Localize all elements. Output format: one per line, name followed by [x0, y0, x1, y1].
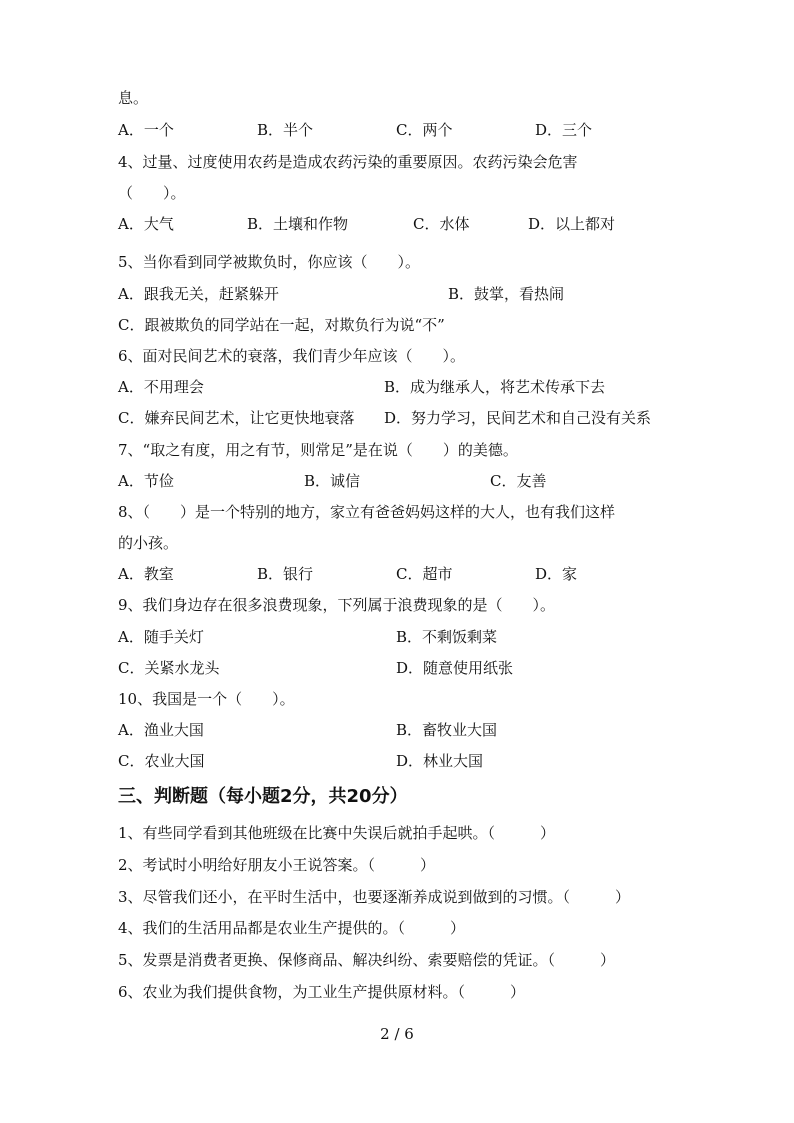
judgment-item-4: 4、我们的生活用品都是农业生产提供的。（ ） [118, 919, 466, 937]
question-8-stem-continuation: 的小孩。 [118, 534, 179, 552]
option-d: D．家 [535, 565, 578, 583]
option-b: B．不剩饭剩菜 [396, 628, 498, 646]
option-a: A．大气 [118, 215, 174, 233]
option-c: C．嫌弃民间艺术，让它更快地衰落 [118, 409, 355, 427]
option-c: C．农业大国 [118, 752, 205, 770]
judgment-item-2: 2、考试时小明给好朋友小王说答案。（ ） [118, 856, 436, 874]
option-d: D．努力学习，民间艺术和自己没有关系 [384, 409, 652, 427]
option-b: B．半个 [257, 121, 314, 139]
option-d: D．随意使用纸张 [396, 659, 514, 677]
judgment-item-3: 3、尽管我们还小，在平时生活中，也要逐渐养成说到做到的习惯。（ ） [118, 888, 631, 906]
option-c: C．超市 [396, 565, 453, 583]
question-7-stem: 7、“取之有度，用之有节，则常足”是在说（ ）的美德。 [118, 441, 518, 459]
option-c: C．水体 [413, 215, 470, 233]
option-b: B．成为继承人，将艺术传承下去 [384, 378, 606, 396]
option-a: A．不用理会 [118, 378, 204, 396]
option-c: C．关紧水龙头 [118, 659, 220, 677]
question-5-stem: 5、当你看到同学被欺负时，你应该（ ）。 [118, 253, 421, 271]
question-3-stem-continuation: 息。 [118, 89, 149, 107]
option-c: C．两个 [396, 121, 453, 139]
option-a: A．随手关灯 [118, 628, 204, 646]
option-a: A．渔业大国 [118, 721, 204, 739]
question-4-stem-continuation: （ ）。 [118, 184, 186, 202]
judgment-item-6: 6、农业为我们提供食物，为工业生产提供原材料。（ ） [118, 983, 526, 1001]
option-b: B．鼓掌，看热闹 [448, 285, 565, 303]
option-b: B．畜牧业大国 [396, 721, 498, 739]
option-c: C．友善 [490, 472, 547, 490]
option-d: D．林业大国 [396, 752, 484, 770]
judgment-item-5: 5、发票是消费者更换、保修商品、解决纠纷、索要赔偿的凭证。（ ） [118, 951, 616, 969]
option-a: A．教室 [118, 565, 174, 583]
judgment-item-1: 1、有些同学看到其他班级在比赛中失误后就拍手起哄。（ ） [118, 824, 556, 842]
question-5-option-c: C．跟被欺负的同学站在一起，对欺负行为说“不” [118, 316, 445, 334]
option-d: D．三个 [535, 121, 593, 139]
option-b: B．诚信 [304, 472, 361, 490]
option-b: B．土壤和作物 [247, 215, 349, 233]
option-a: A．跟我无关，赶紧躲开 [118, 285, 279, 303]
page-number: 2 / 6 [380, 1025, 414, 1043]
option-a: A．一个 [118, 121, 174, 139]
question-10-stem: 10、我国是一个（ ）。 [118, 690, 295, 708]
option-d: D．以上都对 [528, 215, 616, 233]
section-3-heading: 三、判断题（每小题2分，共20分） [118, 786, 408, 807]
question-8-stem: 8、（ ）是一个特别的地方，家立有爸爸妈妈这样的大人，也有我们这样 [118, 503, 616, 521]
question-6-stem: 6、面对民间艺术的衰落，我们青少年应该（ ）。 [118, 347, 466, 365]
option-a: A．节俭 [118, 472, 174, 490]
option-b: B．银行 [257, 565, 314, 583]
question-9-stem: 9、我们身边存在很多浪费现象，下列属于浪费现象的是（ ）。 [118, 596, 556, 614]
question-4-stem: 4、过量、过度使用农药是造成农药污染的重要原因。农药污染会危害 [118, 153, 578, 171]
